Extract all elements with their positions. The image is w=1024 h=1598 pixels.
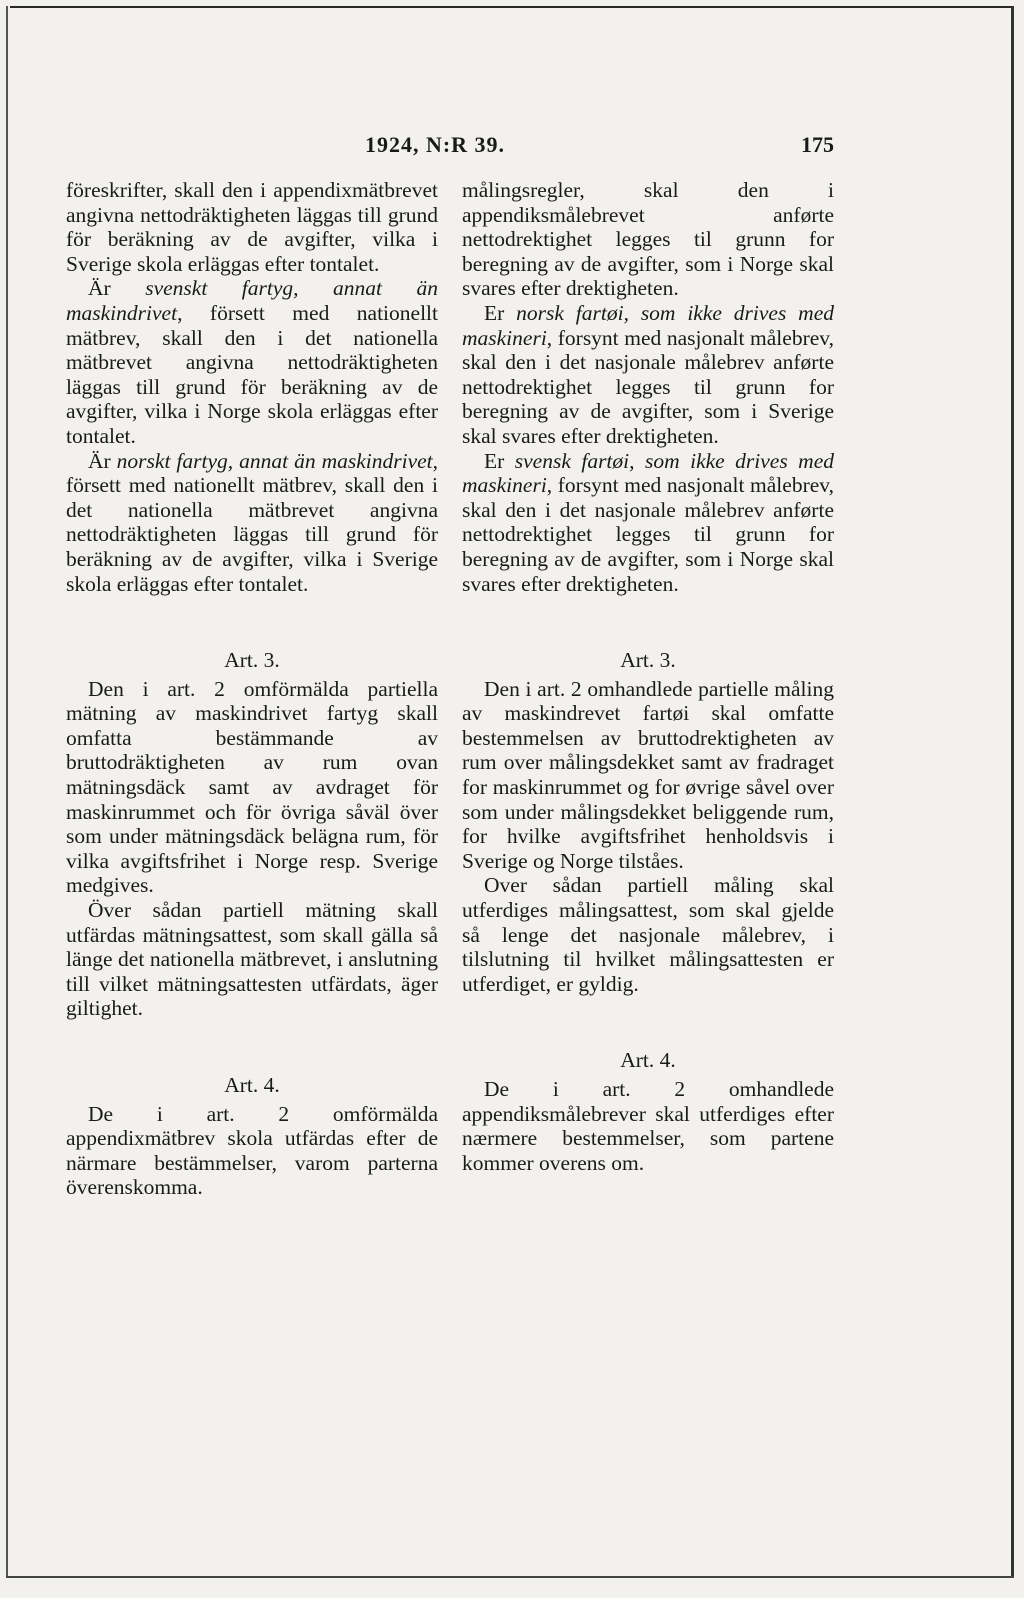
norwegian-art4-heading: Art. 4.	[620, 1048, 676, 1073]
swedish-column	[66, 178, 438, 1200]
swedish-paragraph-2: Är svenskt fartyg, annat än maskindrivet, försett med nationellt mätbrev, skall den i det nationella mätbrevet angivna nettodräktigheten läggas till grund för beräkning av de avgifter, vilka i Norge skola erläggas efter tontalet.	[66, 276, 439, 448]
page-number: 175	[801, 132, 834, 157]
norwegian-column	[462, 178, 834, 1175]
swedish-art4-heading: Art. 4.	[224, 1073, 280, 1097]
norwegian-paragraph-2: Er norsk fartøi, som ikke drives med maskineri, forsynt med nasjonalt målebrev, skal den i det nasjonale målebrev anførte nettodrektighet legges til grunn for beregning av de avgifter, som i Sverige skal svares efter drektigheten.	[462, 300, 834, 448]
page-border-left	[6, 6, 8, 1578]
page-border-right	[1011, 6, 1014, 1578]
running-head: 1924, N:R 39.	[364, 132, 506, 157]
page-border-top	[10, 6, 1012, 8]
swedish-art3-heading: Art. 3.	[224, 648, 280, 673]
swedish-art3-paragraph-1: Den i art. 2 omförmälda partiella mätning av maskindrivet fartyg skall omfatta bestämmande av bruttodräktigheten av rum ovan mätningsdäck samt av avdraget för maskinrummet och för övriga såväl över som under mätningsdäck belägna rum, för vilka avgiftsfrihet i Norge resp. Sverige medgives.	[66, 676, 438, 898]
norwegian-paragraph-1: målingsregler, skal den i appendiksmålebrevet anførte nettodrektighet legges til grunn for beregning av de avgifter, som i Norge skal svares efter drektigheten.	[462, 178, 834, 301]
page-border-bottom	[6, 1576, 1014, 1578]
swedish-art3-paragraph-2: Över sådan partiell mätning skall utfärdas mätningsattest, som skall gälla så länge det nationella mätbrevet, i anslutning till vilket mätningsattesten utfärdats, äger giltighet.	[66, 898, 438, 1021]
swedish-art4-paragraph-1: De i art. 2 omförmälda appendixmätbrev skola utfärdas efter de närmare bestämmelser, varom parterna överenskomma.	[66, 1101, 438, 1200]
norwegian-art3-paragraph-1: Den i art. 2 omhandlede partielle måling av maskindrevet fartøi skal omfatte bestemmelsen av bruttodrektigheten av rum over målingsdekket samt av fradraget for maskinrummet og for øvrige såvel over som under målingsdekket beliggende rum, for hvilke avgiftsfrihet henholdsvis i Sverige og Norge tilståes.	[462, 676, 834, 873]
norwegian-paragraph-3: Er svensk fartøi, som ikke drives med maskineri, forsynt med nasjonalt målebrev, skal den i det nasjonale målebrev anførte nettodrektighet legges til grunn for beregning av de avgifter, som i Norge skal svares efter drektigheten.	[462, 448, 834, 596]
norwegian-art3-heading: Art. 3.	[620, 648, 676, 673]
swedish-paragraph-1: föreskrifter, skall den i appendixmätbrevet angivna nettodräktigheten läggas till grund för beräkning av de avgifter, vilka i Sverige skola erläggas efter tontalet.	[66, 178, 438, 276]
swedish-paragraph-3: Är norskt fartyg, annat än maskindrivet, försett med nationellt mätbrev, skall den i det nationella mätbrevet angivna nettodräktigheten läggas till grund för beräkning av de avgifter, vilka i Sverige skola erläggas efter tontalet.	[66, 448, 438, 596]
norwegian-art3-paragraph-2: Over sådan partiell måling skal utferdiges målingsattest, som skal gjelde så lenge det nasjonale målebrev, i tilslutning til hvilket målingsattesten er utferdiget, er gyldig.	[462, 873, 834, 996]
norwegian-art4-paragraph-1: De i art. 2 omhandlede appendiksmålebrever skal utferdiges efter nærmere bestemmelser, som partene kommer overens om.	[462, 1077, 834, 1175]
